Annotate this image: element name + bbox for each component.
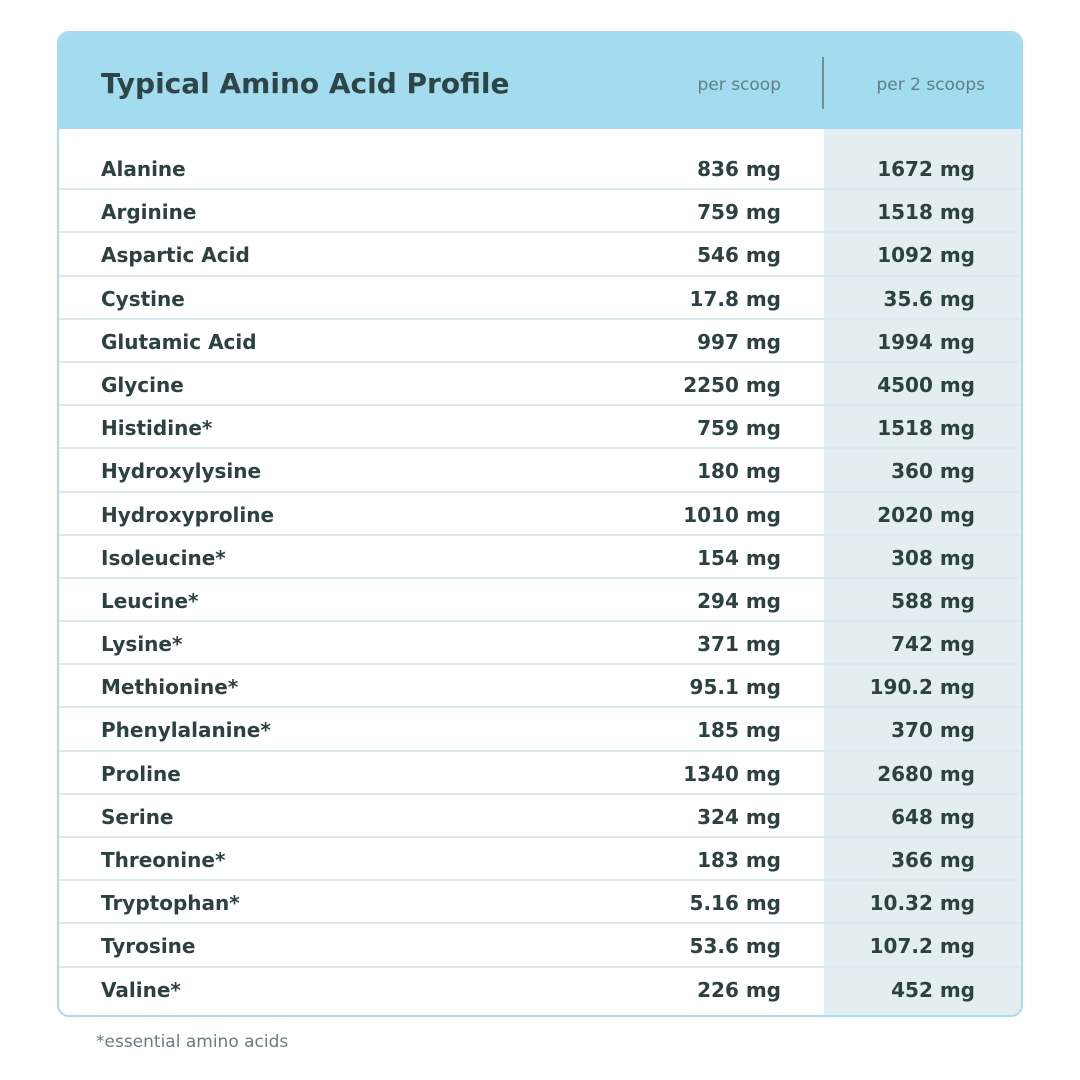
per-2-scoops-value: 742 mg xyxy=(891,632,975,657)
amino-acid-name: Histidine* xyxy=(101,416,213,441)
per-scoop-value: 1340 mg xyxy=(683,761,781,786)
amino-acid-name: Serine xyxy=(101,804,174,829)
amino-acid-name: Glutamic Acid xyxy=(101,329,257,354)
per-2-scoops-value: 452 mg xyxy=(891,977,975,1002)
amino-acid-name: Leucine* xyxy=(101,588,199,613)
table-row xyxy=(59,190,1021,233)
per-2-scoops-value: 360 mg xyxy=(891,459,975,484)
per-scoop-value: 2250 mg xyxy=(683,372,781,397)
amino-acid-name: Phenylalanine* xyxy=(101,718,271,743)
amino-acid-name: Tyrosine xyxy=(101,934,196,959)
per-scoop-value: 759 mg xyxy=(697,200,781,225)
per-scoop-value: 53.6 mg xyxy=(689,934,781,959)
table-row xyxy=(59,752,1021,795)
per-2-scoops-value: 1092 mg xyxy=(877,243,975,268)
table-row xyxy=(59,708,1021,751)
per-2-scoops-value: 2680 mg xyxy=(877,761,975,786)
per-2-scoops-value: 2020 mg xyxy=(877,502,975,527)
amino-acid-name: Lysine* xyxy=(101,632,183,657)
table-body xyxy=(59,147,1021,1011)
per-2-scoops-value: 1518 mg xyxy=(877,200,975,225)
table-header xyxy=(59,33,1021,129)
footnote: *essential amino acids xyxy=(96,1032,289,1052)
table-row xyxy=(59,233,1021,276)
per-2-scoops-value: 190.2 mg xyxy=(869,675,975,700)
per-2-scoops-value: 370 mg xyxy=(891,718,975,743)
per-scoop-value: 5.16 mg xyxy=(689,891,781,916)
per-scoop-value: 836 mg xyxy=(697,157,781,181)
amino-acid-name: Aspartic Acid xyxy=(101,243,250,268)
per-2-scoops-value: 1994 mg xyxy=(877,329,975,354)
table-title: Typical Amino Acid Profile xyxy=(101,67,510,100)
amino-acid-name: Threonine* xyxy=(101,848,226,872)
table-row xyxy=(59,924,1021,967)
per-2-scoops-value: 4500 mg xyxy=(877,372,975,397)
table-row xyxy=(59,536,1021,579)
amino-acid-name: Tryptophan* xyxy=(101,891,240,916)
table-row xyxy=(59,320,1021,363)
amino-acid-name: Alanine xyxy=(101,157,186,181)
table-row xyxy=(59,795,1021,838)
per-scoop-value: 183 mg xyxy=(697,848,781,872)
per-scoop-value: 1010 mg xyxy=(683,502,781,527)
table-row xyxy=(59,881,1021,924)
per-2-scoops-value: 648 mg xyxy=(891,804,975,829)
amino-acid-name: Cystine xyxy=(101,286,185,311)
amino-acid-table xyxy=(57,31,1023,1017)
per-2-scoops-value: 35.6 mg xyxy=(883,286,975,311)
per-2-scoops-value: 588 mg xyxy=(891,588,975,613)
per-scoop-value: 546 mg xyxy=(697,243,781,268)
per-2-scoops-value: 366 mg xyxy=(891,848,975,872)
per-scoop-value: 324 mg xyxy=(697,804,781,829)
amino-acid-name: Hydroxyproline xyxy=(101,502,275,527)
table-row xyxy=(59,277,1021,320)
per-scoop-value: 185 mg xyxy=(697,718,781,743)
amino-acid-name: Methionine* xyxy=(101,675,239,700)
amino-acid-name: Hydroxylysine xyxy=(101,459,262,484)
per-2-scoops-value: 1672 mg xyxy=(877,157,975,181)
table-row xyxy=(59,622,1021,665)
header-divider xyxy=(822,57,824,109)
table-row xyxy=(59,838,1021,881)
per-scoop-value: 371 mg xyxy=(697,632,781,657)
amino-acid-name: Arginine xyxy=(101,200,197,225)
amino-acid-name: Glycine xyxy=(101,372,184,397)
per-scoop-value: 180 mg xyxy=(697,459,781,484)
per-scoop-value: 95.1 mg xyxy=(689,675,781,700)
amino-acid-name: Valine* xyxy=(101,977,181,1002)
table-row xyxy=(59,493,1021,536)
per-2-scoops-value: 107.2 mg xyxy=(869,934,975,959)
per-scoop-value: 997 mg xyxy=(697,329,781,354)
table-row xyxy=(59,406,1021,449)
per-scoop-value: 226 mg xyxy=(697,977,781,1002)
amino-acid-name: Proline xyxy=(101,761,181,786)
amino-acid-name: Isoleucine* xyxy=(101,545,226,570)
table-row xyxy=(59,147,1021,190)
per-scoop-value: 17.8 mg xyxy=(689,286,781,311)
per-scoop-value: 294 mg xyxy=(697,588,781,613)
column-header-per-scoop: per scoop xyxy=(697,75,781,95)
table-row xyxy=(59,363,1021,406)
per-2-scoops-value: 308 mg xyxy=(891,545,975,570)
table-row xyxy=(59,665,1021,708)
per-scoop-value: 759 mg xyxy=(697,416,781,441)
table-row xyxy=(59,968,1021,1011)
per-2-scoops-value: 1518 mg xyxy=(877,416,975,441)
per-scoop-value: 154 mg xyxy=(697,545,781,570)
column-header-per-2-scoops: per 2 scoops xyxy=(876,75,985,95)
table-row xyxy=(59,449,1021,492)
per-2-scoops-value: 10.32 mg xyxy=(869,891,975,916)
table-row xyxy=(59,579,1021,622)
